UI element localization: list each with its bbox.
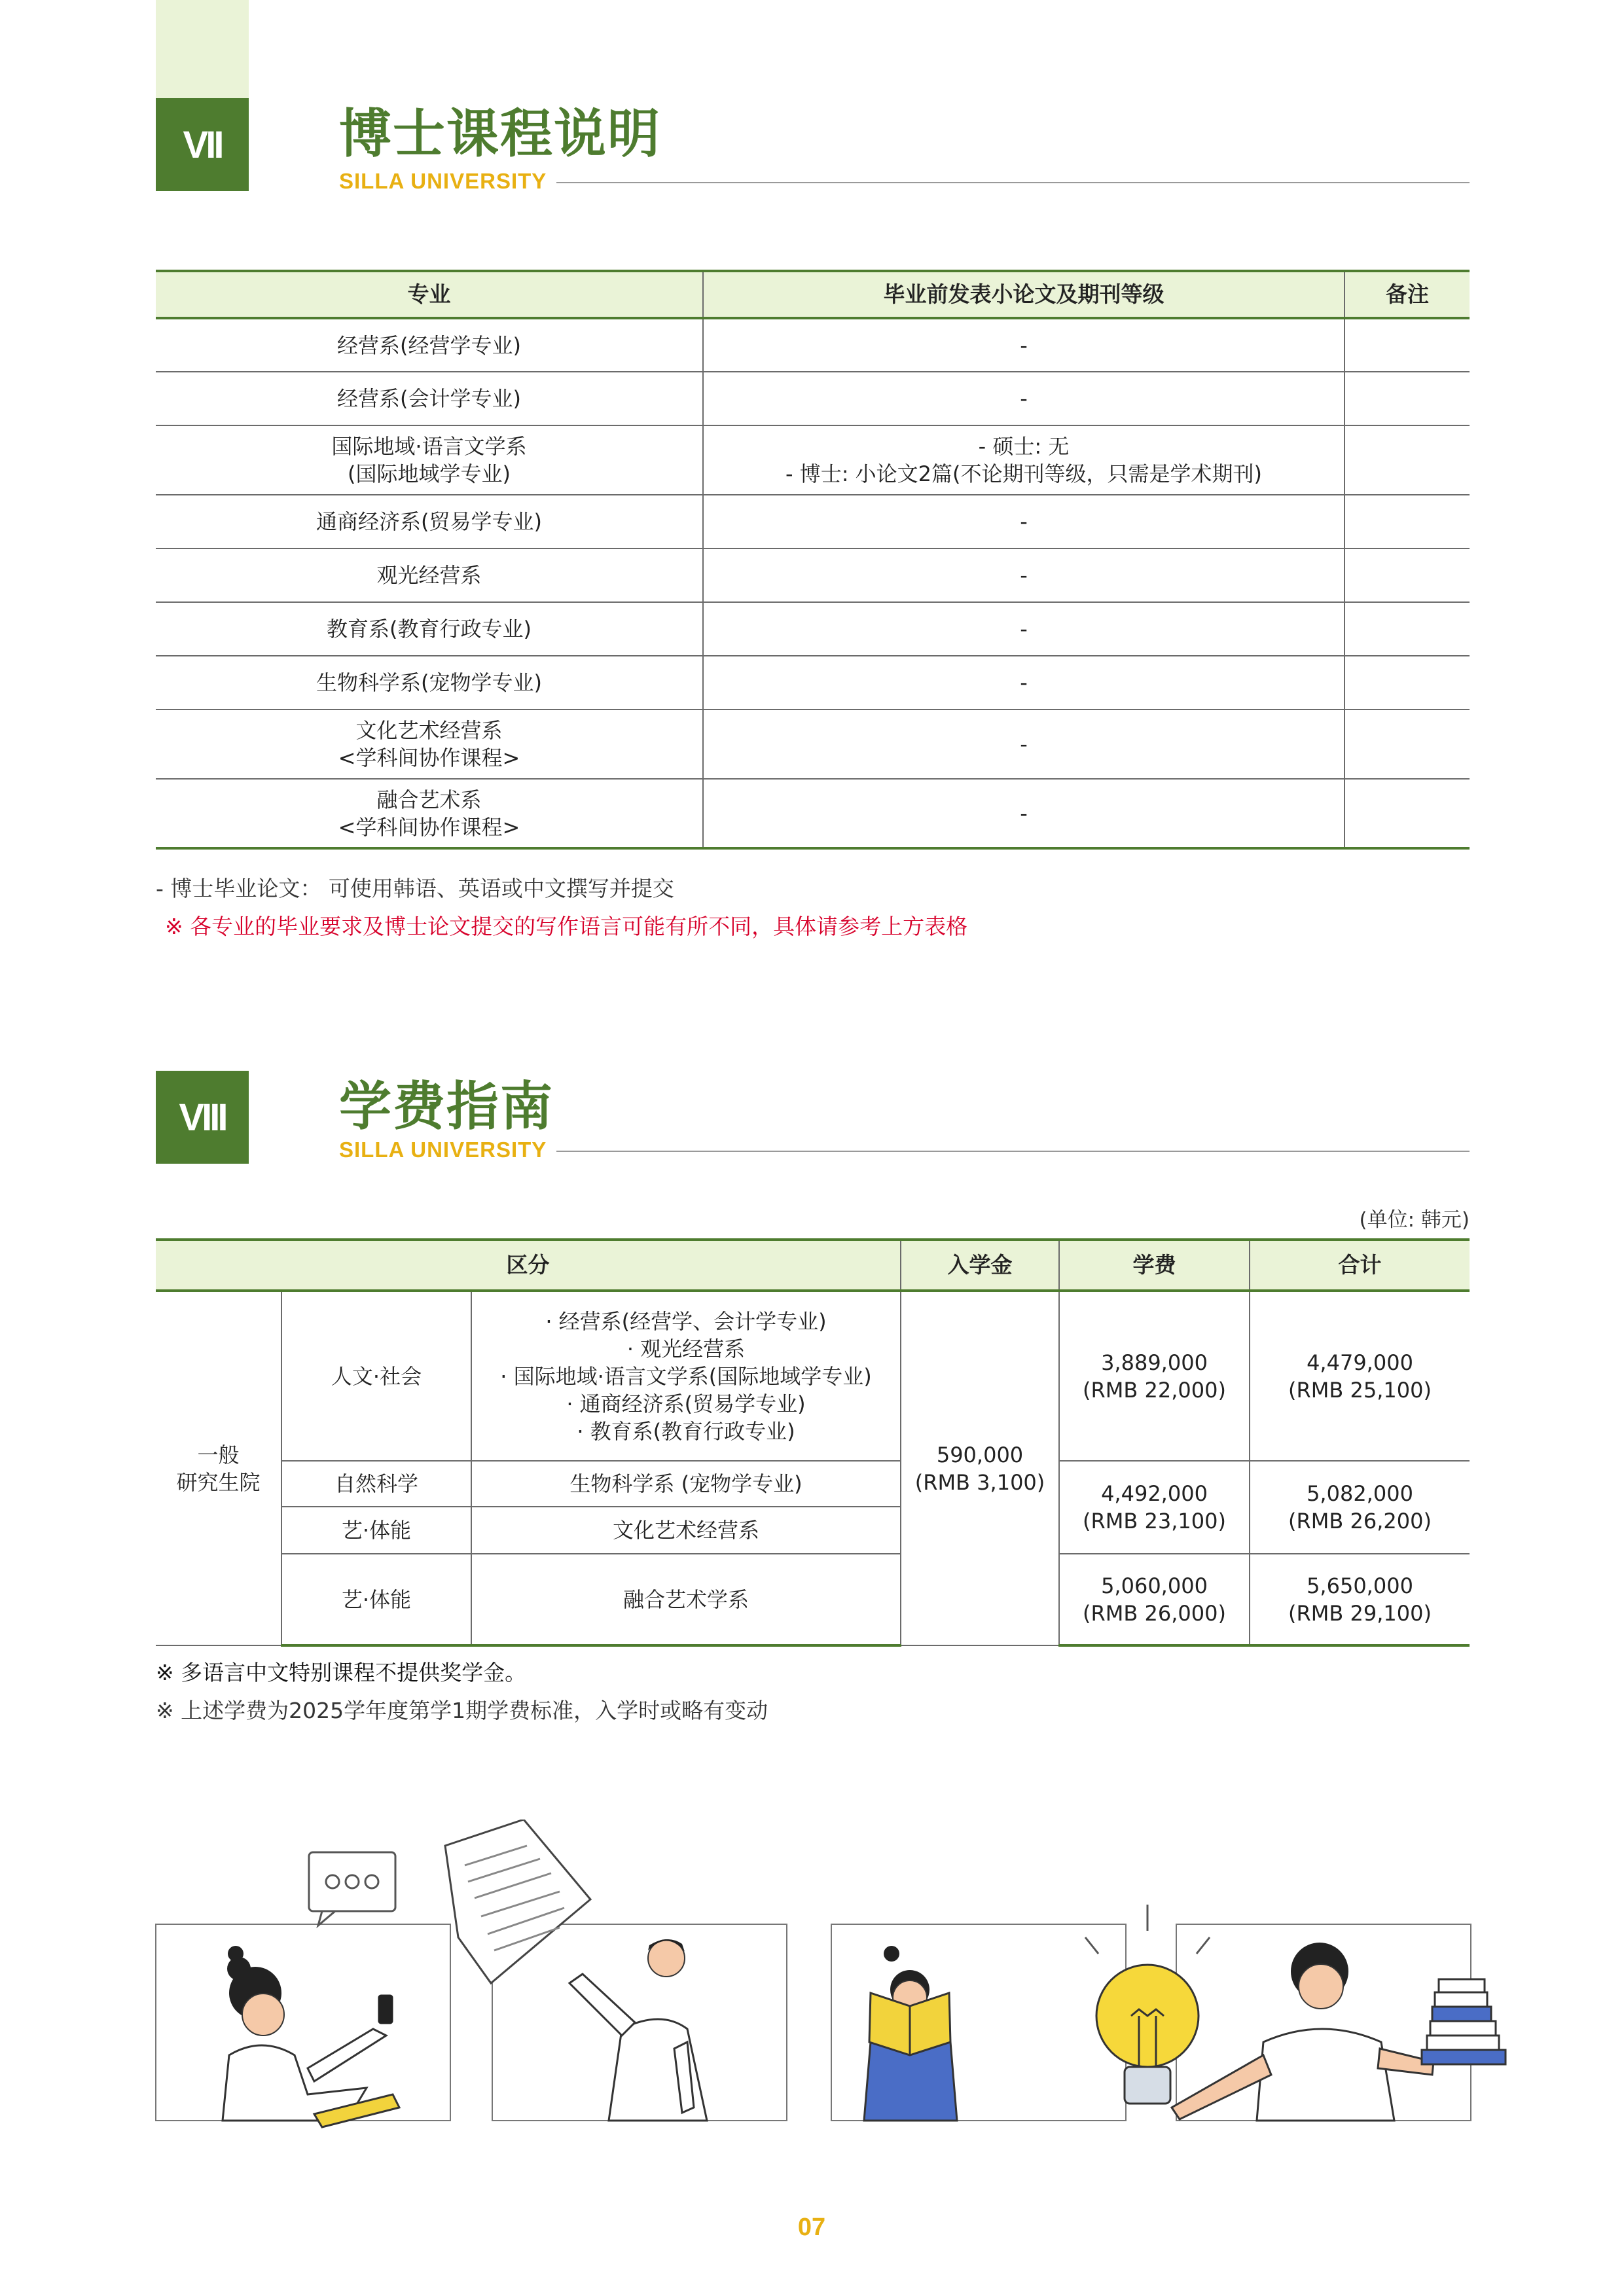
requirement-cell [703,425,1344,495]
header-tuition: 学费 [1059,1240,1250,1291]
requirement-cell: - [703,656,1344,709]
section-8-rule [556,1151,1470,1152]
table-row [156,548,1470,602]
tuition-cell [1059,1554,1250,1645]
major-cell: 生物科学系(宠物学专业) [156,656,703,709]
unit-label: (单位: 韩元) [1359,1208,1470,1232]
school-cell [156,1291,281,1645]
page-number: 07 [797,2214,826,2241]
major-line: · 经营系(经营学、会计学专业) [545,1308,827,1334]
major-line: 文化艺术经营系 [355,718,503,743]
section-7-number: VII [156,98,249,191]
total-cell [1250,1554,1470,1645]
header-category: 区分 [156,1240,901,1291]
field-cell: 人文·社会 [281,1291,471,1461]
majors-cell [471,1291,901,1461]
requirement-cell: - [703,709,1344,779]
table-row [156,709,1470,779]
admission-fee-cell [901,1291,1059,1645]
admission-fee-krw: 590,000 [936,1442,1024,1467]
admission-fee-rmb: (RMB 3,100) [914,1469,1045,1495]
tuition-krw: 3,889,000 [1101,1350,1208,1375]
major-line: · 通商经济系(贸易学专业) [566,1391,806,1416]
table-row [156,425,1470,495]
major-line: <学科间协作课程> [338,745,520,770]
section-8-number: VIII [156,1071,249,1164]
school-line: 研究生院 [176,1469,261,1495]
section-7-rule [556,182,1470,183]
tuition-krw: 4,492,000 [1101,1481,1208,1506]
major-cell: 通商经济系(贸易学专业) [156,495,703,548]
tuition-cell [1059,1291,1250,1461]
tuition-rmb: (RMB 23,100) [1083,1509,1226,1534]
major-cell: 经营系(会计学专业) [156,372,703,425]
table-header-row [156,1240,1470,1291]
man-holding-paper-figure [569,1939,707,2121]
remark-cell [1344,318,1470,372]
major-cell: 教育系(教育行政专业) [156,602,703,656]
remark-cell [1344,709,1470,779]
total-krw: 5,082,000 [1307,1481,1413,1506]
table-row [156,1461,1470,1507]
majors-cell: 文化艺术经营系 [471,1507,901,1554]
remark-cell [1344,779,1470,848]
remark-cell [1344,425,1470,495]
section-7-title: 博士课程说明 [339,103,661,164]
tuition-rmb: (RMB 22,000) [1083,1377,1226,1403]
table-row [156,602,1470,656]
total-rmb: (RMB 26,200) [1288,1509,1432,1534]
thesis-language-note: - 博士毕业论文： 可使用韩语、英语或中文撰写并提交 [156,876,674,901]
total-krw: 5,650,000 [1307,1573,1413,1598]
total-cell [1250,1291,1470,1461]
header-major: 专业 [156,271,703,318]
major-line: · 教育系(教育行政专业) [577,1418,795,1444]
requirement-line: - 博士: 小论文2篇(不论期刊等级，只需是学术期刊) [785,461,1262,486]
majors-cell: 生物科学系 (宠物学专业) [471,1461,901,1507]
header-admission-fee: 入学金 [901,1240,1059,1291]
total-rmb: (RMB 29,100) [1288,1600,1432,1626]
majors-cell: 融合艺术学系 [471,1554,901,1645]
remark-cell [1344,548,1470,602]
major-line: (国际地域学专业) [348,461,511,486]
requirement-cell: - [703,602,1344,656]
requirement-cell: - [703,495,1344,548]
major-line: <学科间协作课程> [338,814,520,840]
table-row [156,495,1470,548]
requirement-line: - 硕士: 无 [978,434,1070,459]
header-requirement: 毕业前发表小论文及期刊等级 [703,271,1344,318]
header-remark: 备注 [1344,271,1470,318]
major-line: 国际地域·语言文学系 [331,434,527,459]
remark-cell [1344,656,1470,709]
remark-cell [1344,495,1470,548]
section-7-subtitle: SILLA UNIVERSITY [339,169,547,193]
girl-reading-book-figure [864,1946,957,2121]
man-holding-books-figure [1172,1943,1434,2121]
table-row [156,318,1470,372]
field-cell: 艺·体能 [281,1554,471,1645]
requirement-cell: - [703,779,1344,848]
section-8-title: 学费指南 [339,1076,554,1137]
table-row [156,372,1470,425]
table-row [156,656,1470,709]
major-line: · 观光经营系 [626,1336,746,1361]
total-rmb: (RMB 25,100) [1288,1377,1432,1403]
requirement-cell: - [703,372,1344,425]
scholarship-note: ※ 多语言中文特别课程不提供奖学金。 [156,1660,527,1685]
table-row [156,1291,1470,1461]
major-cell: 经营系(经营学专业) [156,318,703,372]
major-cell: 观光经营系 [156,548,703,602]
light-bulb-icon [1085,1905,1210,2104]
book-stack-icon [1422,1979,1506,2064]
tuition-krw: 5,060,000 [1101,1573,1208,1598]
total-krw: 4,479,000 [1307,1350,1413,1375]
section-8-subtitle: SILLA UNIVERSITY [339,1138,547,1162]
major-cell [156,425,703,495]
field-cell: 自然科学 [281,1461,471,1507]
total-cell [1250,1461,1470,1554]
requirement-cell: - [703,548,1344,602]
table-row [156,779,1470,848]
table-header-row [156,271,1470,318]
major-cell [156,779,703,848]
woman-with-laptop-figure [223,1946,399,2127]
remark-cell [1344,602,1470,656]
students-illustration [151,1820,1512,2160]
remark-cell [1344,372,1470,425]
header-total: 合计 [1250,1240,1470,1291]
field-cell: 艺·体能 [281,1507,471,1554]
section-tab-decoration [156,0,249,98]
major-line: 融合艺术系 [376,787,482,812]
doctoral-requirements-table [156,270,1470,850]
major-cell [156,709,703,779]
school-line: 一般 [197,1442,240,1467]
tuition-cell [1059,1461,1250,1554]
table-row [156,1554,1470,1645]
tuition-standard-note: ※ 上述学费为2025学年度第学1期学费标准，入学时或略有变动 [156,1698,768,1723]
document-sheet-icon [445,1820,590,1983]
requirement-cell: - [703,318,1344,372]
tuition-rmb: (RMB 26,000) [1083,1600,1226,1626]
requirements-warning-note: ※ 各专业的毕业要求及博士论文提交的写作语言可能有所不同，具体请参考上方表格 [165,914,968,939]
speech-bubble-icon [309,1852,395,1926]
tuition-table [156,1238,1470,1647]
major-line: · 国际地域·语言文学系(国际地域学专业) [500,1363,872,1389]
